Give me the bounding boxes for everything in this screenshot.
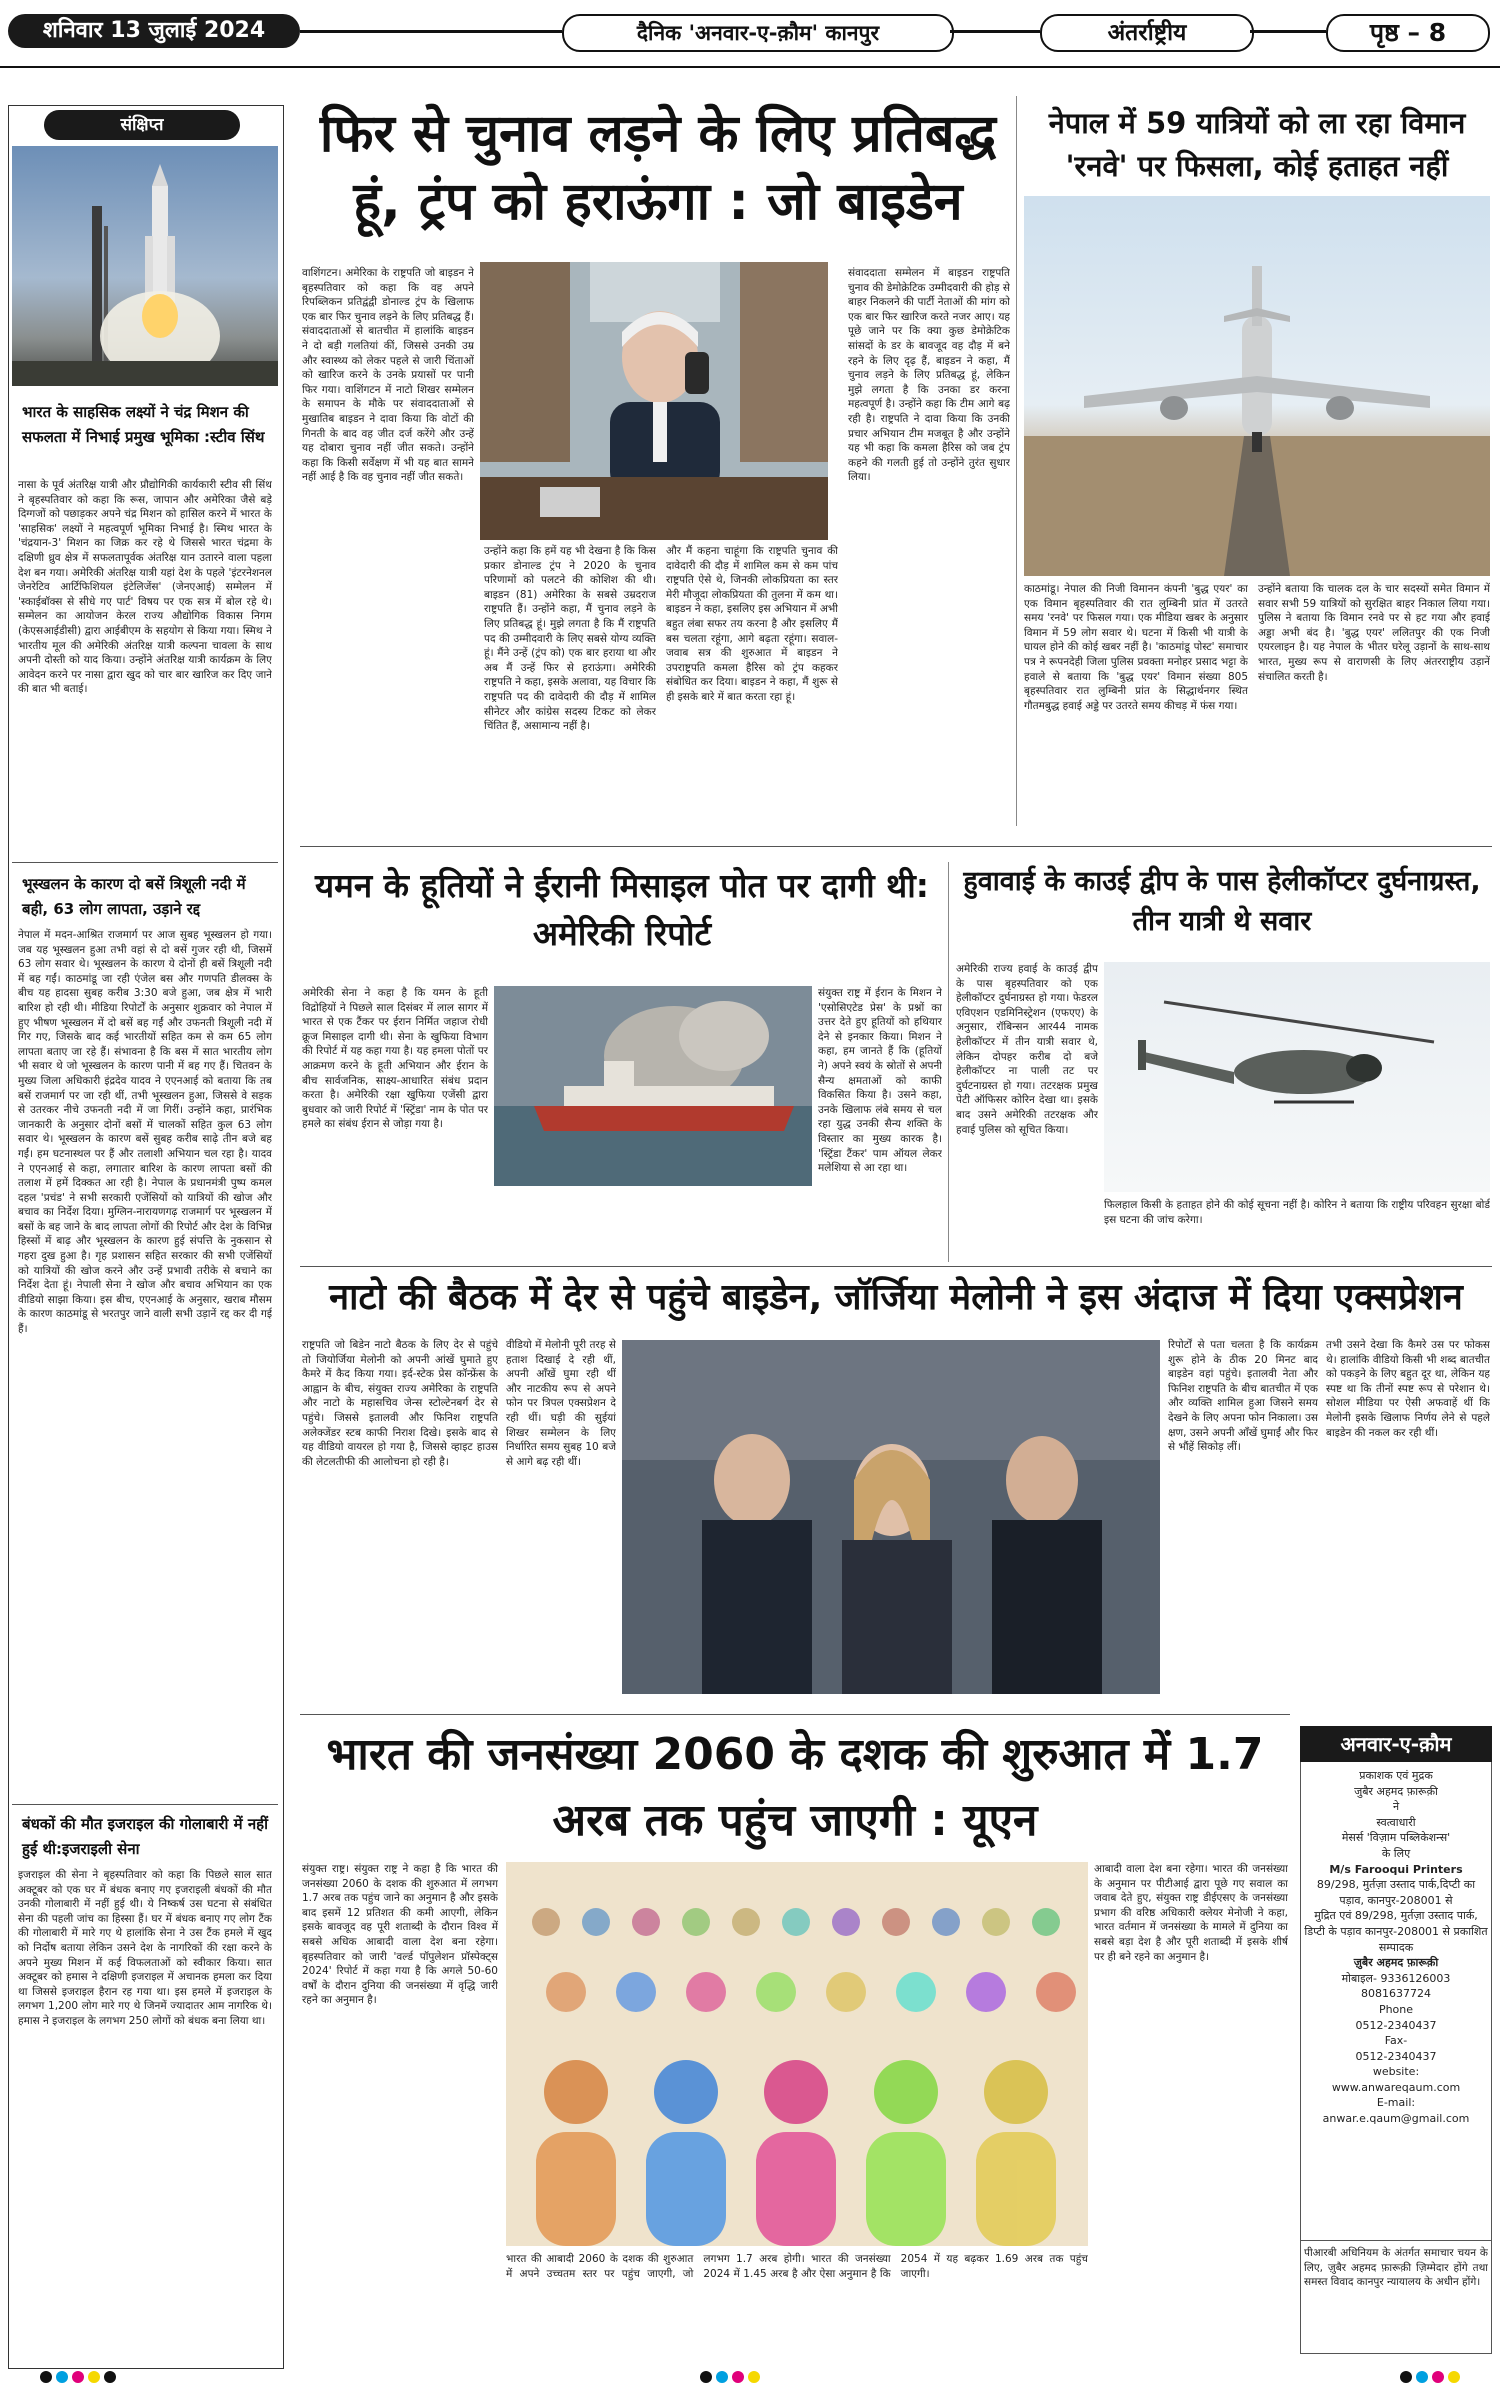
imprint-footnote: पीआरबी अधिनियम के अंतर्गत समाचार चयन के लिए, ज़ुबैर अहमद फ़ारूक़ी ज़िम्मेदार होंगे तथा समस्त विवाद कानपुर न्यायालय के अधीन होंगे। <box>1304 2247 1488 2289</box>
biden-phone-illustration <box>480 262 828 540</box>
yemen-col-2: संयुक्त राष्ट्र में ईरान के मिशन ने 'एसोसिएटेड प्रेस' के प्रश्नों का उत्तर देते हुए हूतियों को हथियार देने से इनकार किया। मिशन ने कहा, हम जानते हैं कि (हूतियों ने) अपने स्वयं के स्रोतों से अपनी सैन्य क्षमताओं को काफी विकसित किया है। उसने कहा, उनके खिलाफ लंबे समय से चल रहा युद्ध उनकी सैन्य शक्ति के विस्तार का मुख्य कारक है। 'स्ट्रिंडा टैंकर' पाम ऑयल लेकर मलेशिया से आ रहा था। <box>818 987 942 1175</box>
color-registration-marks-center <box>700 2368 764 2387</box>
lead-headline: फिर से चुनाव लड़ने के लिए प्रतिबद्ध हूं, ट्रंप को हराऊंगा : जो बाइडेन <box>319 104 997 232</box>
helicopter-col-1: अमेरिकी राज्य हवाई के काउई द्वीप के पास बृहस्पतिवार को एक हेलीकॉप्टर दुर्घनाग्रस्त हो गया। फेडरल एविएशन एडमिनिस्ट्रेशन (एफएए) के अनुसार, रॉबिन्सन आर44 नामक हेलीकॉप्टर में तीन यात्री सवार थे, लेकिन दोपहर करीब दो बजे हेलीकॉप्टर ना पाली तट पर दुर्घटनाग्रस्त हो गया। तटरक्षक प्रमुख पेटी ऑफिसर कोरिन देखा था। इसके बाद उसने अमेरिकी तटरक्षक और हवाई पुलिस को सूचित किया। <box>956 963 1098 1136</box>
nato-col-4: तभी उसने देखा कि कैमरे उस पर फोकस थे। हालांकि वीडियो किसी भी शब्द बातचीत को पकड़ने के लिए बहुत दूर था, लेकिन यह स्पष्ट था कि तीनों स्पष्ट रूप से परेशान थे। सोशल मीडिया पर ऐसी अफवाहें थीं कि मेलोनी इसके खिलाफ निर्णय लेने से पहले बाइडेन की नकल कर रही थीं। <box>1326 1339 1490 1439</box>
yemen-headline: यमन के हूतियों ने ईरानी मिसाइल पोत पर दागी थी: अमेरिकी रिपोर्ट <box>314 866 929 953</box>
helicopter-col-2: फिलहाल किसी के हताहत होने की कोई सूचना नहीं है। कोरिन ने बताया कि राष्ट्रीय परिवहन सुरक्षा बोर्ड इस घटना की जांच करेगा। <box>1104 1199 1490 1226</box>
brief-body-2: नेपाल में मदन-आश्रित राजमार्ग पर आज सुबह भूस्खलन हो गया। जब यह भूस्खलन हुआ तभी वहां से दो बसें गुजर रही थी, जिसमें 63 लोग सवार थे। भूस्खलन के कारण ये दोनों ही बसें त्रिशूली नदी में बह गईं। काठमांडू जा रही एंजेल बस और गणपति डीलक्स के बीच यह हादसा सुबह करीब 3:30 बजे हुआ, जब क्षेत्र में भारी बारिश हो रही थी। मीडिया रिपोर्टों के अनुसार शुक्रवार को नेपाल में हुए भीषण भूस्खलन में दो बसें बह गईं और उफनती त्रिशूली नदी में गिर गए, जिसके बाद कई भारतीयों सहित कम से कम 65 लोग लापता बताए जा रहे हैं। संभावना है कि बस में सात भारतीय लोग भी सवार थे जो भूस्खलन के कारण पानी में बह गए हैं। चितवन के मुख्य जिला अधिकारी इंद्रदेव यादव ने एएनआई को बताया कि तब बसें राजमार्ग पर जा रही थीं, तभी भूस्खलन हुआ, जिससे वे सड़क से उतरकर नीचे उफनती नदी में जा गिरीं। उन्होंने कहा, प्रारंभिक जानकारी के अनुसार दोनों बसों में चालकों सहित कुल 63 लोग सवार थे। भूस्खलन के कारण बसें सुबह करीब साढ़े तीन बजे बह गईं। हम घटनास्थल पर हैं और तलाशी अभियान चल रहा है। यादव ने एएनआई से कहा, लगातार बारिश के कारण लापता बसों की तलाश में हमें दिक्कत आ रही है। नेपाल के प्रधानमंत्री पुष्प कमल दहल 'प्रचंड' ने सभी सरकारी एजेंसियों को यात्रियों की खोज और बचाव का निर्देश दिया। मुग्लिन-नारायणगढ़ राजमार्ग पर भूस्खलन में बसों के बह जाने के बाद लापता लोगों की रिपोर्ट और देश के विभिन्न हिस्सों में बाढ़ और भूस्खलन के कारण हुई संपत्ति के नुकसान से गहरा दुख हुआ है। गृह प्रशासन सहित सरकार की सभी एजेंसियों को यात्रियों की खोज करने और उन्हें प्रभावी तरीके से बचाने का निर्देश देता हूं। नेपाली सेना ने खोज और बचाव अभियान का एक वीडियो साझा किया। इस बीच, एएनआई के अनुसार, खराब मौसम के कारण काठमांडू से भरतपुर जाने वाली सभी उड़ानें रद्द कर दी गई हैं। <box>18 929 272 1336</box>
imprint-line: Phone <box>1378 2002 1414 2016</box>
brief-body-3: इजराइल की सेना ने बृहस्पतिवार को कहा कि पिछले साल सात अक्टूबर को एक घर में बंधक बनाए गए इजराइली बंधकों की मौत उनकी गोलाबारी में नहीं हुई थी। ये निष्कर्ष उस घटना से संबंधित सेना की पहली जांच का हिस्सा हैं। घर में बंधक बनाए गए लोग टैंक की गोलाबारी में मारे गए थे हालांकि सेना ने उस टैंक हमले में खुद को निर्दोष बताया लेकिन उसने देश के नागरिकों की रक्षा करने के अपने मुख्य मिशन में कई विफलताओं को स्वीकार किया। सात अक्टूबर को हमास ने दक्षिणी इजराइल में अचानक हमला कर दिया था जिससे इजराइल हैरान रह गया था। इस हमले में इजराइल के लगभग 1,200 लोग मारे गए थे जिनमें ज्यादातर आम नागरिक थे। हमास ने इजराइल के लगभग 250 लोगों को बंधक बना लिया था। <box>18 1869 272 2027</box>
helicopter-photo <box>1104 962 1490 1192</box>
lead-col-3: और मैं कहना चाहूंगा कि राष्ट्रपति चुनाव की दावेदारी की दौड़ में शामिल कम से कम पांच राष्ट्रपति ऐसे थे, जिनकी लोकप्रियता का स्तर मेरी मौजूदा लोकप्रियता की तुलना में कम था। बाइडन ने कहा, इसलिए इस अभियान में अभी बहुत लंबा सफर तय करना है और इसलिए मैं बस चलता रहूंगा, आगे बढ़ता रहूंगा। सवाल-जवाब सत्र की शुरुआत में बाइडन ने उपराष्ट्रपति कमला हैरिस को ट्रंप कहकर संबोधित कर दिया। बाइडन ने कहा, मैं शुरू से ही इसके बारे में बात करता रहा हूं। <box>666 545 838 703</box>
nepal-headline: नेपाल में 59 यात्रियों को ला रहा विमान 'रनवे' पर फिसला, कोई हताहत नहीं <box>1048 106 1466 183</box>
imprint-line: ने <box>1392 1800 1400 1814</box>
imprint-line: स्वत्वाधारी <box>1376 1815 1416 1829</box>
nato-col-3: रिपोर्टों से पता चलता है कि कार्यक्रम शुरू होने के ठीक 20 मिनट बाद बाइडेन वहां पहुंचे। इतालवी नेता और फिनिश राष्ट्रपति के बीच बातचीत में एक और व्यक्ति शामिल हुआ जिसने समय देखने के लिए अपना फोन निकाला। उस क्षण, उसने अपनी आँखें घुमाईं और फिर से भौंहें सिकोड़ लीं। <box>1168 1339 1318 1454</box>
biden-photo <box>480 262 828 540</box>
page-number: पृष्ठ – 8 <box>1326 14 1490 52</box>
imprint-line: प्रकाशक एवं मुद्रक <box>1359 1769 1433 1782</box>
nato-col-2: वीडियो में मेलोनी पूरी तरह से हताश दिखाई दे रही थीं, अपनी आँखें घुमा रही थीं और नाटकीय रूप से अपने फोन पर त्रिपल एक्सप्रेशन दे रही थीं। घड़ी की सुईयां शिखर सम्मेलन के लिए निर्धारित समय सुबह 10 बजे से आगे बढ़ रही थीं। <box>506 1339 616 1468</box>
rocket-launch-photo <box>12 146 278 386</box>
helicopter-illustration <box>1104 962 1490 1192</box>
imprint-line: ज़ुबैर अहमद फ़ारूक़ी <box>1353 1956 1439 1970</box>
nepal-col-2: उन्होंने बताया कि चालक दल के चार सदस्यों समेत विमान में सवार सभी 59 यात्रियों को सुरक्षित बाहर निकाल लिया गया। पुलिस ने बताया कि विमान रनवे पर से हट गया और हवाई अड्डा अभी बंद है। 'बुद्ध एयर' ललितपुर की एक निजी एयरलाइन है। यह नेपाल के भीतर घरेलू उड़ानों के साथ-साथ भारत, मुख्य रूप से वाराणसी के लिए अंतरराष्ट्रीय उड़ानें संचालित करती है। <box>1258 583 1490 683</box>
plane-photo <box>1024 196 1490 576</box>
nato-headline: नाटो की बैठक में देर से पहुंचे बाइडेन, जॉर्जिया मेलोनी ने इस अंदाज में दिया एक्सप्रेशन <box>329 1277 1463 1318</box>
nato-photo <box>622 1340 1160 1694</box>
yemen-col-1: अमेरिकी सेना ने कहा है कि यमन के हूती विद्रोहियों ने पिछले साल दिसंबर में लाल सागर में भारत से एक टैंकर पर ईरान निर्मित जहाज रोधी क्रूज मिसाइल दागी थी। सेना के खुफिया विभाग की रिपोर्ट में यह कहा गया है। यह हमला पोतों पर आक्रमण करने के हूती अभियान और ईरान के बीच सार्वजनिक, साक्ष्य-आधारित संबंध प्रदान करता है। अमेरिकी रक्षा खुफिया एजेंसी द्वारा बुधवार को जारी रिपोर्ट में 'स्ट्रिंडा' नाम के पोत पर हमले का संबंध ईरान से जोड़ा गया है। <box>302 987 488 1131</box>
lead-col-4: संवाददाता सम्मेलन में बाइडन राष्ट्रपति चुनाव की डेमोक्रेटिक उम्मीदवारी की होड़ से बाहर निकलने की पार्टी नेताओं की मांग को एक बार फिर खारिज करते नजर आए। यह पूछे जाने पर कि क्या कुछ डेमोक्रेटिक सांसदों के डर के बावजूद वह दौड़ में बने रहने के लिए दृढ़ हैं, बाइडन ने कहा, मैं चुनाव लड़ने के लिए प्रतिबद्ध हूं, लेकिन मुझे लगता है कि उनका डर करना महत्वपूर्ण है। उन्होंने कहा कि टीम आगे बढ़ रही है। राष्ट्रपति ने दावा किया कि उनकी प्रचार अभियान टीम मजबूत है और उन्होंने यह भी कहा कि कमला हैरिस को जब ट्रंप कहने की गलती हुई तो उन्होंने तुरंत सुधार लिया। <box>848 267 1010 484</box>
plane-on-runway-illustration <box>1024 196 1490 576</box>
population-col-1: संयुक्त राष्ट्र। संयुक्त राष्ट्र ने कहा है कि भारत की जनसंख्या 2060 के दशक की शुरुआत में लगभग 1.7 अरब तक पहुंच जाने का अनुमान है और इसके बाद इसमें 12 प्रतिशत की कमी आएगी, लेकिन इसके बावजूद वह पूरी शताब्दी के दौरान विश्व में सबसे अधिक आबादी वाला देश बना रहेगा। बृहस्पतिवार को जारी 'वर्ल्ड पॉपुलेशन प्रॉस्पेक्ट्स 2024' रिपोर्ट में कहा गया है कि अगले 50-60 वर्षों के दौरान दुनिया की जनसंख्या में वृद्धि जारी रहने का अनुमान है। <box>302 1863 498 2007</box>
leaders-meeting-illustration <box>622 1340 1160 1694</box>
imprint-line: website: <box>1372 2065 1420 2079</box>
brief-body-1: नासा के पूर्व अंतरिक्ष यात्री और प्रौद्योगिकी कार्यकारी स्टीव सी सिंथ ने बृहस्पतिवार को कहा कि रूस, जापान और अमेरिका जैसे बड़े दिग्गजों को पछाड़कर अपने चंद्र मिशन को हासिल करने में भारत के 'साहसिक' लक्ष्यों ने महत्वपूर्ण भूमिका निभाई है। स्मिथ भारत के 'चंद्रयान-3' मिशन का जिक्र कर रहे थे जिससे भारत चंद्रमा के दक्षिणी ध्रुव क्षेत्र में सफलतापूर्वक अंतरिक्ष यान उतारने वाला पहला देश बन गया। अमेरिकी अंतरिक्ष यात्री यहां देश के पहले 'इंटरनेशनल जेनरेटिव आर्टिफिशियल इंटेलिजेंस' (जेनएआई) सम्मेलन में 'स्काईबॉक्स से सीधे गए पार्ट' विषय पर एक सत्र में बोल रहे थे। सम्मेलन का आयोजन केरल राज्य औद्योगिक विकास निगम (केएसआईडीसी) द्वारा आईबीएम के सहयोग से किया गया। स्मिथ ने भारतीय मूल की अमेरिकी अंतरिक्ष यात्री कल्पना चावला के साथ अपनी दोस्ती को याद किया। उन्होंने अंतरिक्ष यात्री कार्यक्रम के लिए आवेदन करने पर नासा द्वारा खुद को चार बार खारिज कर दिए जाने की बात भी बताई। <box>18 479 272 696</box>
imprint-line: M/s Farooqui Printers <box>1329 1862 1463 1876</box>
imprint-line: 0512-2340437 <box>1355 2049 1437 2063</box>
crowd-population-illustration <box>506 1862 1088 2246</box>
rocket-launch-illustration <box>12 146 278 386</box>
imprint-line: मोबाइल- 9336126003 <box>1341 1971 1451 1985</box>
imprint-line: मेसर्स 'विज़ाम पब्लिकेशन्स' <box>1341 1831 1451 1845</box>
section-label: अंतर्राष्ट्रीय <box>1040 14 1254 52</box>
imprint-line: www.anwareqaum.com <box>1331 2080 1461 2094</box>
lead-col-1: वाशिंगटन। अमेरिका के राष्ट्रपति जो बाइडन ने बृहस्पतिवार को कहा कि वह अपने रिपब्लिकन प्रतिद्वंद्वी डोनाल्ड ट्रंप के खिलाफ एक बार फिर चुनाव लड़ने के लिए प्रतिबद्ध हैं। संवाददाताओं से बातचीत में हालांकि बाइडन ने दो बड़ी गलतियां कीं, जिससे उनकी उम्र और स्वास्थ्य को लेकर पहले से जारी चिंताओं को खारिज करने के उनके प्रयासों पर पानी फिर गया। वाशिंगटन में नाटो शिखर सम्मेलन के समापन के मौके पर संवाददाताओं से मुखातिब बाइडन ने दावा किया कि वोटों की गिनती के बाद वह जीत दर्ज करेंगे और उन्हें यह दोबारा चुनाव नहीं जीत सकते। उन्होंने कहा कि किसी सर्वेक्षण में भी यह बात सामने नहीं आई है कि वह चुनाव नहीं जीत सकते। <box>302 267 474 484</box>
imprint-line: 8081637724 <box>1361 1987 1431 2001</box>
imprint-line: के लिए <box>1381 1846 1411 1860</box>
crowd-illustration-photo <box>506 1862 1088 2246</box>
brief-headline-3: बंधकों की मौत इजराइल की गोलाबारी में नहीं हुई थी:इजराइली सेना <box>22 1815 269 1858</box>
imprint-line: E-mail: <box>1376 2096 1416 2110</box>
tanker-smoke-illustration <box>494 986 812 1186</box>
date-label: शनिवार 13 जुलाई 2024 <box>8 14 300 48</box>
tanker-photo <box>494 986 812 1186</box>
population-headline: भारत की जनसंख्या 2060 के दशक की शुरुआत में 1.7 अरब तक पहुंच जाएगी : यूएन <box>326 1729 1264 1846</box>
brief-headline-2: भूस्खलन के कारण दो बसें त्रिशूली नदी में बही, 63 लोग लापता, उड़ाने रद्द <box>22 875 246 918</box>
nato-col-1: राष्ट्रपति जो बिडेन नाटो बैठक के लिए देर से पहुंचे तो जियोर्जिया मेलोनी को अपनी आंखें घुमाते हुए कैमरे में कैद किया गया। इर्द-स्टेक प्रेस कॉन्फ्रेंस के आह्वान के बीच, संयुक्त राज्य अमेरिका के राष्ट्रपति और नाटो के महासचिव जेन्स स्टोल्टेनबर्ग देर से पहुंचे। जिससे इतालवी और फिनिश राष्ट्रपति अलेक्जेंडर स्टब काफी निराश दिखे। इसके बाद से यह वीडियो वायरल हो गया है, जिससे व्हाइट हाउस की लेटलतीफी की आलोचना हो रही है। <box>302 1339 498 1468</box>
imprint-line: anwar.e.qaum@gmail.com <box>1322 2112 1470 2126</box>
population-col-2: भारत की आबादी 2060 के दशक की शुरुआत में अपने उच्चतम स्तर पर पहुंच जाएगी, जो लगभग 1.7 अरब होगी। भारत की जनसंख्या 2024 में 1.45 अरब है और ऐसा अनुमान है कि 2054 में यह बढ़कर 1.69 अरब तक पहुंच जाएगी। <box>506 2253 1088 2280</box>
imprint-title: अनवार-ए-क़ौम <box>1300 1726 1492 1762</box>
paper-title: दैनिक 'अनवार-ए-क़ौम' कानपुर <box>562 14 954 52</box>
helicopter-headline: हुवावाई के काउई द्वीप के पास हेलीकॉप्टर दुर्घनाग्रस्त, तीन यात्री थे सवार <box>963 866 1481 937</box>
imprint-line: मुद्रित एवं 89/298, मुर्तज़ा उस्ताद पार्क, डिप्टी के पड़ाव कानपुर-208001 से प्रकाशित <box>1304 1909 1488 1938</box>
imprint-line: जुबैर अहमद फ़ारूक़ी <box>1354 1784 1438 1798</box>
masthead <box>0 0 1500 62</box>
lead-col-2: उन्होंने कहा कि हमें यह भी देखना है कि किस प्रकार डोनाल्ड ट्रंप ने 2020 के चुनाव परिणामों को पलटने की कोशिश की थी। बाइडन (81) अमेरिका के सबसे उम्रदराज राष्ट्रपति हैं। उन्होंने कहा, मैं चुनाव लड़ने के लिए प्रतिबद्ध हूं। मुझे लगता है कि मैं राष्ट्रपति पद की उम्मीदवारी के लिए सबसे योग्य व्यक्ति हूं। मैंने उन्हें (ट्रंप को) एक बार हराया था और अब मैं उन्हें फिर से हराऊंगा। अमेरिकी राष्ट्रपति ने कहा, इसके अलावा, यह विचार कि राष्ट्रपति पद की दावेदारी की दौड़ में शामिल सीनेटर और कांग्रेस सदस्य टिकट को लेकर चिंतित हैं, असामान्य नहीं है। <box>484 545 656 733</box>
imprint-line: 89/298, मुर्तज़ा उस्ताद पार्क,दिप्टी का पड़ाव, कानपुर-208001 से <box>1316 1878 1476 1907</box>
imprint-lines <box>1304 1768 1488 2127</box>
imprint-line: 0512-2340437 <box>1355 2018 1437 2032</box>
population-col-3: आबादी वाला देश बना रहेगा। भारत की जनसंख्या के अनुमान पर पीटीआई द्वारा पूछे गए सवाल का जवाब देते हुए, संयुक्त राष्ट्र डीईएसए के जनसंख्या प्रभाग की वरिष्ठ अधिकारी क्लेयर मेनोजी ने कहा, भारत वर्तमान में जनसंख्या के मामले में दुनिया का सबसे बड़ा देश है और पूरी शताब्दी में इसके शीर्ष पर ही बने रहने का अनुमान है। <box>1094 1863 1288 1963</box>
color-registration-marks <box>40 2368 120 2387</box>
color-registration-marks-right <box>1400 2368 1464 2387</box>
imprint-line: Fax- <box>1384 2034 1408 2048</box>
nepal-col-1: काठमांडू। नेपाल की निजी विमानन कंपनी 'बुद्ध एयर' का एक विमान बृहस्पतिवार की रात लुम्बिनी प्रांत में उतरते समय 'रनवे' पर फिसल गया। एक मीडिया खबर के अनुसार विमान में 59 लोग सवार थे। घटना में किसी भी यात्री के घायल होने की कोई खबर नहीं है। 'काठमांडू पोस्ट' समाचार पत्र ने रूपनदेही जिला पुलिस प्रवक्ता मनोहर प्रसाद भट्टा के हवाले से बताया कि 'बुद्ध एयर' विमान संख्या 805 बृहस्पतिवार रात लुम्बिनी प्रांत के सिद्धार्थनगर स्थित गौतमबुद्ध हवाई अड्डे पर उतरते समय कीचड़ में फंस गया। <box>1024 583 1248 712</box>
brief-headline-1: भारत के साहसिक लक्ष्यों ने चंद्र मिशन की सफलता में निभाई प्रमुख भूमिका :स्टीव सिंथ <box>22 403 265 446</box>
imprint-line: सम्पादक <box>1378 1940 1414 1954</box>
brief-tag: संक्षिप्त <box>44 110 240 140</box>
